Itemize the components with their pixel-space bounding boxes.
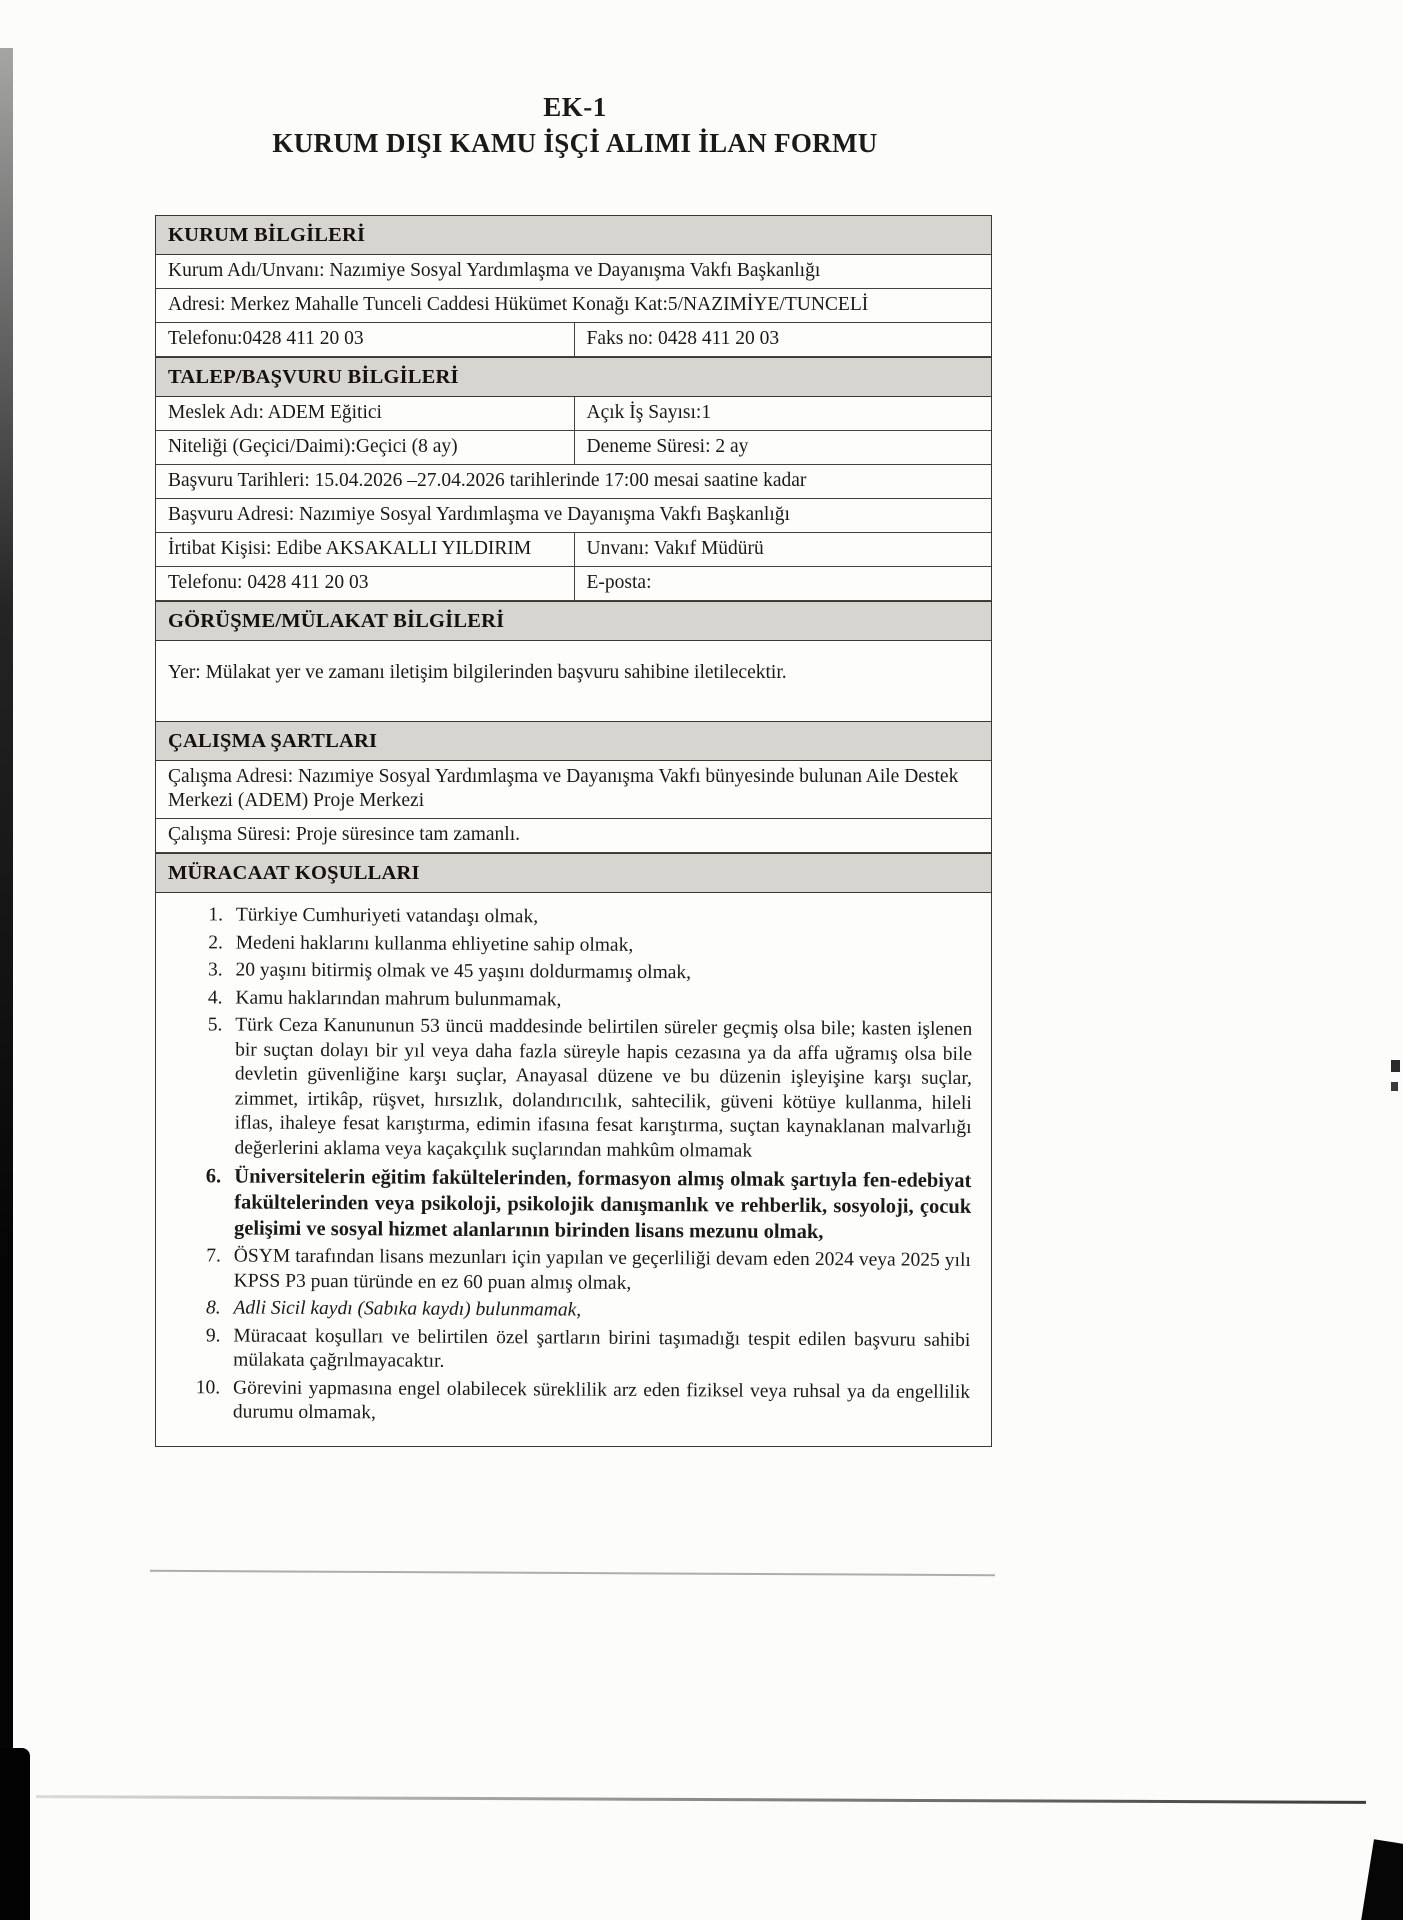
field-irtibat-kisisi: İrtibat Kişisi: Edibe AKSAKALLI YILDIRIM — [168, 538, 532, 559]
section-header-gorusme-mulakat: GÖRÜŞME/MÜLAKAT BİLGİLERİ — [156, 601, 991, 641]
field-telefonu-2: Telefonu: 0428 411 20 03 — [168, 572, 369, 593]
muracaat-item-7: 7. ÖSYM tarafından lisans mezunları için yapılan ve geçerliliği devam eden 2024 veya 2025 yılı KPSS P3 puan türünde en ez 60 puan almış olmak, — [226, 1244, 989, 1298]
field-faks: Faks no: 0428 411 20 03 — [574, 323, 992, 356]
row-telefon-eposta — [156, 567, 991, 601]
field-calisma-adresi: Çalışma Adresi: Nazımiye Sosyal Yardımlaşma ve Dayanışma Vakfı bünyesinde bulunan Aile Destek Merkezi (ADEM) Proje Merkezi — [156, 761, 991, 819]
section-header-kurum-bilgileri: KURUM BİLGİLERİ — [156, 216, 991, 255]
field-adresi: Adresi: Merkez Mahalle Tunceli Caddesi Hükümet Konağı Kat:5/NAZIMİYE/TUNCELİ — [156, 289, 991, 323]
muracaat-item-2: 2. Medeni haklarını kullanma ehliyetine sahip olmak, — [228, 931, 991, 960]
field-eposta: E-posta: — [574, 567, 992, 600]
scan-artifact-bottom-right — [1361, 1839, 1403, 1920]
muracaat-item-9: 9. Müracaat koşulları ve belirtilen özel şartların birini taşımadığı tespit edilen başvuru sahibi mülakata çağrılmayacaktır. — [225, 1324, 988, 1378]
muracaat-item-1: 1. Türkiye Cumhuriyeti vatandaşı olmak, — [228, 903, 991, 932]
scan-artifact-page-edge-line — [36, 1795, 1366, 1804]
field-telefonu: Telefonu:0428 411 20 03 — [168, 328, 364, 349]
scan-artifact-bottom-left — [0, 1748, 30, 1920]
row-meslek-acikis — [156, 397, 991, 431]
section-header-calisma-sartlari: ÇALIŞMA ŞARTLARI — [156, 721, 991, 761]
row-niteligi-deneme — [156, 431, 991, 465]
muracaat-item-3: 3. 20 yaşını bitirmiş olmak ve 45 yaşını doldurmamış olmak, — [228, 958, 991, 987]
field-meslek-adi: Meslek Adı: ADEM Eğitici — [168, 402, 382, 423]
row-telefon-faks — [156, 323, 991, 357]
page-title: KURUM DIŞI KAMU İŞÇİ ALIMI İLAN FORMU — [272, 128, 878, 158]
doc-code: EK-1 — [543, 92, 607, 122]
muracaat-item-6: 6. Üniversitelerin eğitim fakültelerinden, formasyon almış olmak şartıyla fen-edebiyat fakültelerinden veya psikoloji, psikolojik danışmanlık ve rehberlik, sosyoloji, çocuk gelişimi ve sosyal hizmet alanlarının birinden lisans mezunu olmak, — [226, 1163, 989, 1246]
section-header-talep-basvuru: TALEP/BAŞVURU BİLGİLERİ — [156, 357, 991, 397]
muracaat-conditions — [156, 893, 991, 1446]
scan-artifact-fold-line — [150, 1570, 995, 1576]
field-kurum-adi: Kurum Adı/Unvanı: Nazımiye Sosyal Yardımlaşma ve Dayanışma Vakfı Başkanlığı — [156, 255, 991, 289]
field-unvani: Unvanı: Vakıf Müdürü — [574, 533, 992, 566]
field-deneme-suresi: Deneme Süresi: 2 ay — [574, 431, 992, 464]
muracaat-item-8: 8. Adli Sicil kaydı (Sabıka kaydı) bulunmamak, — [225, 1296, 988, 1325]
scan-artifact-right-tick-2 — [1391, 1082, 1398, 1091]
field-basvuru-adresi: Başvuru Adresi: Nazımiye Sosyal Yardımlaşma ve Dayanışma Vakfı Başkanlığı — [156, 499, 991, 533]
field-basvuru-tarihleri: Başvuru Tarihleri: 15.04.2026 –27.04.2026 tarihlerinde 17:00 mesai saatine kadar — [156, 465, 991, 499]
muracaat-item-5: 5. Türk Ceza Kanununun 53 üncü maddesinde belirtilen süreler geçmiş olsa bile; kasten işlenen bir suçtan dolayı bir yıl veya daha fazla süreyle hapis cezasına ya da affa uğramış olsa bile devletin güvenliğine karşı suçlar, Anayasal düzene ve bu düzenin işleyişine karşı suçlar, zimmet, irtikâp, rüşvet, hırsızlık, dolandırıcılık, sahtecilik, güveni kötüye kullanma, hileli iflas, ihaleye fesat karıştırma, edimin ifasına fesat karıştırma, suçtan kaynaklanan malvarlığı değerlerini aklama veya kaçakçılık suçlarından mahkûm olmamak — [226, 1013, 990, 1165]
scan-artifact-left-edge — [0, 48, 13, 1920]
field-calisma-suresi: Çalışma Süresi: Proje süresince tam zamanlı. — [156, 819, 991, 853]
field-niteligi: Niteliği (Geçici/Daimi):Geçici (8 ay) — [168, 436, 458, 457]
muracaat-item-10: 10. Görevini yapmasına engel olabilecek süreklilik arz eden fiziksel veya ruhsal ya da engellilik durumu olmamak, — [225, 1376, 988, 1430]
field-mulakat-yeri: Yer: Mülakat yer ve zamanı iletişim bilgilerinden başvuru sahibine iletilecektir. — [168, 662, 787, 683]
scan-artifact-right-tick — [1391, 1060, 1400, 1072]
section-header-muracaat-kosullari: MÜRACAAT KOŞULLARI — [156, 853, 991, 893]
field-acik-is-sayisi: Açık İş Sayısı:1 — [574, 397, 992, 430]
muracaat-item-4: 4. Kamu haklarından mahrum bulunmamak, — [227, 986, 990, 1015]
row-irtibat-unvan — [156, 533, 991, 567]
announcement-form — [155, 215, 992, 1447]
muracaat-list — [153, 903, 991, 1430]
